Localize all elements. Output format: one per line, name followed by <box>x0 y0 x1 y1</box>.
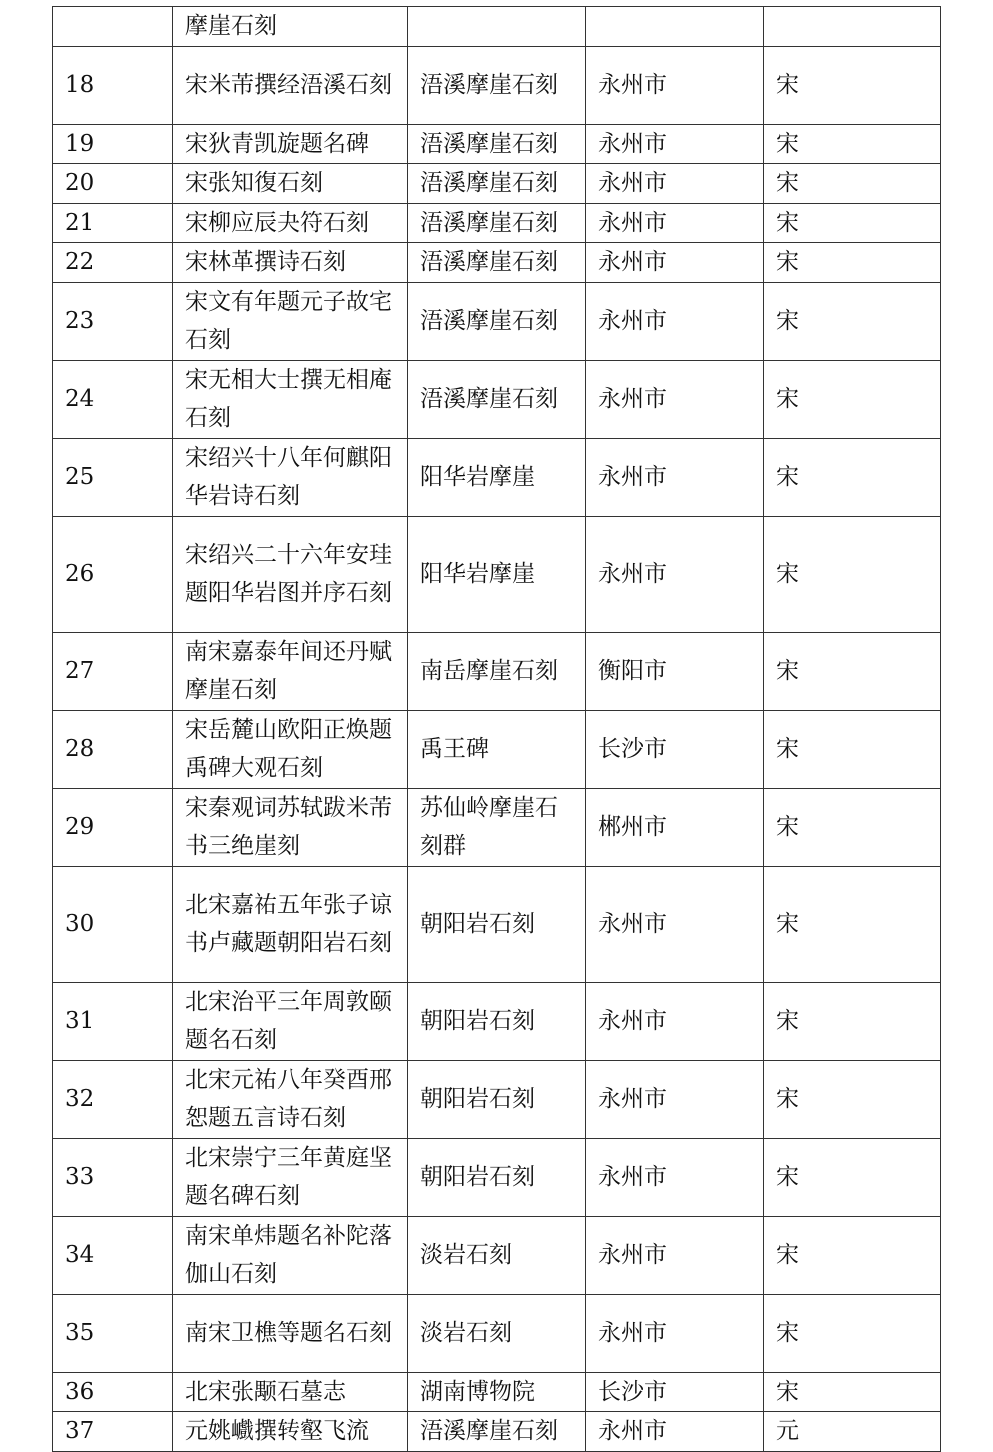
site-name-cell: 朝阳岩石刻 <box>408 1138 586 1216</box>
row-number-cell: 21 <box>53 203 173 243</box>
era-cell: 宋 <box>764 788 941 866</box>
table-row <box>53 516 941 632</box>
row-number-cell: 37 <box>53 1412 173 1452</box>
inscription-title-cell: 北宋治平三年周敦颐题名石刻 <box>173 982 408 1060</box>
era-cell: 宋 <box>764 203 941 243</box>
site-name-cell: 朝阳岩石刻 <box>408 982 586 1060</box>
city-cell <box>586 7 764 47</box>
row-number-cell: 35 <box>53 1294 173 1372</box>
site-name-cell: 阳华岩摩崖 <box>408 516 586 632</box>
site-name-cell: 浯溪摩崖石刻 <box>408 203 586 243</box>
city-cell: 永州市 <box>586 203 764 243</box>
city-cell: 永州市 <box>586 1412 764 1452</box>
inscription-title-cell: 摩崖石刻 <box>173 7 408 47</box>
row-number-cell: 34 <box>53 1216 173 1294</box>
table-row <box>53 1138 941 1216</box>
city-cell: 永州市 <box>586 282 764 360</box>
table-row <box>53 7 941 47</box>
inscription-title-cell: 宋绍兴十八年何麒阳华岩诗石刻 <box>173 438 408 516</box>
city-cell: 长沙市 <box>586 1372 764 1412</box>
city-cell: 永州市 <box>586 243 764 283</box>
row-number-cell: 27 <box>53 632 173 710</box>
table-row <box>53 632 941 710</box>
row-number-cell: 22 <box>53 243 173 283</box>
row-number-cell: 29 <box>53 788 173 866</box>
site-name-cell <box>408 7 586 47</box>
era-cell: 元 <box>764 1412 941 1452</box>
site-name-cell: 湖南博物院 <box>408 1372 586 1412</box>
city-cell: 永州市 <box>586 1138 764 1216</box>
inscription-title-cell: 南宋卫樵等题名石刻 <box>173 1294 408 1372</box>
table-row <box>53 438 941 516</box>
era-cell: 宋 <box>764 1060 941 1138</box>
city-cell: 长沙市 <box>586 710 764 788</box>
table-row <box>53 1294 941 1372</box>
era-cell: 宋 <box>764 632 941 710</box>
table-body <box>53 7 941 1452</box>
row-number-cell: 28 <box>53 710 173 788</box>
site-name-cell: 淡岩石刻 <box>408 1216 586 1294</box>
era-cell: 宋 <box>764 124 941 164</box>
era-cell <box>764 7 941 47</box>
era-cell: 宋 <box>764 866 941 982</box>
table-row <box>53 360 941 438</box>
table-row <box>53 124 941 164</box>
heritage-table-page <box>52 6 940 1452</box>
city-cell: 永州市 <box>586 1060 764 1138</box>
city-cell: 永州市 <box>586 164 764 204</box>
city-cell: 永州市 <box>586 982 764 1060</box>
table-row <box>53 1372 941 1412</box>
inscription-title-cell: 南宋嘉泰年间还丹赋摩崖石刻 <box>173 632 408 710</box>
inscription-title-cell: 元姚巇撰转壑飞流 <box>173 1412 408 1452</box>
city-cell: 永州市 <box>586 360 764 438</box>
table-row <box>53 46 941 124</box>
site-name-cell: 淡岩石刻 <box>408 1294 586 1372</box>
city-cell: 永州市 <box>586 124 764 164</box>
table-row <box>53 1060 941 1138</box>
era-cell: 宋 <box>764 516 941 632</box>
row-number-cell: 25 <box>53 438 173 516</box>
site-name-cell: 南岳摩崖石刻 <box>408 632 586 710</box>
table-row <box>53 203 941 243</box>
city-cell: 永州市 <box>586 866 764 982</box>
era-cell: 宋 <box>764 1138 941 1216</box>
site-name-cell: 浯溪摩崖石刻 <box>408 164 586 204</box>
city-cell: 永州市 <box>586 1294 764 1372</box>
city-cell: 衡阳市 <box>586 632 764 710</box>
row-number-cell: 20 <box>53 164 173 204</box>
era-cell: 宋 <box>764 243 941 283</box>
site-name-cell: 浯溪摩崖石刻 <box>408 360 586 438</box>
inscription-title-cell: 宋无相大士撰无相庵石刻 <box>173 360 408 438</box>
row-number-cell: 33 <box>53 1138 173 1216</box>
row-number-cell: 31 <box>53 982 173 1060</box>
table-row <box>53 866 941 982</box>
table-row <box>53 710 941 788</box>
row-number-cell <box>53 7 173 47</box>
inscription-title-cell: 宋岳麓山欧阳正焕题禹碑大观石刻 <box>173 710 408 788</box>
era-cell: 宋 <box>764 1372 941 1412</box>
row-number-cell: 19 <box>53 124 173 164</box>
era-cell: 宋 <box>764 982 941 1060</box>
era-cell: 宋 <box>764 710 941 788</box>
site-name-cell: 浯溪摩崖石刻 <box>408 124 586 164</box>
site-name-cell: 浯溪摩崖石刻 <box>408 282 586 360</box>
site-name-cell: 浯溪摩崖石刻 <box>408 243 586 283</box>
site-name-cell: 苏仙岭摩崖石刻群 <box>408 788 586 866</box>
table-row <box>53 164 941 204</box>
city-cell: 郴州市 <box>586 788 764 866</box>
inscription-title-cell: 宋狄青凯旋题名碑 <box>173 124 408 164</box>
inscription-title-cell: 南宋单炜题名补陀落伽山石刻 <box>173 1216 408 1294</box>
inscription-title-cell: 北宋张颙石墓志 <box>173 1372 408 1412</box>
row-number-cell: 30 <box>53 866 173 982</box>
site-name-cell: 浯溪摩崖石刻 <box>408 46 586 124</box>
inscription-title-cell: 北宋元祐八年癸酉邢恕题五言诗石刻 <box>173 1060 408 1138</box>
row-number-cell: 23 <box>53 282 173 360</box>
inscription-title-cell: 北宋嘉祐五年张子谅书卢藏题朝阳岩石刻 <box>173 866 408 982</box>
city-cell: 永州市 <box>586 516 764 632</box>
inscription-title-cell: 宋林革撰诗石刻 <box>173 243 408 283</box>
era-cell: 宋 <box>764 1216 941 1294</box>
table-row <box>53 243 941 283</box>
table-row <box>53 282 941 360</box>
era-cell: 宋 <box>764 282 941 360</box>
row-number-cell: 18 <box>53 46 173 124</box>
site-name-cell: 朝阳岩石刻 <box>408 866 586 982</box>
heritage-table <box>52 6 941 1452</box>
inscription-title-cell: 宋秦观词苏轼跋米芾书三绝崖刻 <box>173 788 408 866</box>
row-number-cell: 36 <box>53 1372 173 1412</box>
era-cell: 宋 <box>764 438 941 516</box>
era-cell: 宋 <box>764 1294 941 1372</box>
row-number-cell: 32 <box>53 1060 173 1138</box>
inscription-title-cell: 宋张知復石刻 <box>173 164 408 204</box>
table-row <box>53 1412 941 1452</box>
era-cell: 宋 <box>764 360 941 438</box>
inscription-title-cell: 宋米芾撰经浯溪石刻 <box>173 46 408 124</box>
row-number-cell: 24 <box>53 360 173 438</box>
inscription-title-cell: 北宋崇宁三年黄庭坚题名碑石刻 <box>173 1138 408 1216</box>
inscription-title-cell: 宋文有年题元子故宅石刻 <box>173 282 408 360</box>
site-name-cell: 阳华岩摩崖 <box>408 438 586 516</box>
site-name-cell: 朝阳岩石刻 <box>408 1060 586 1138</box>
city-cell: 永州市 <box>586 1216 764 1294</box>
city-cell: 永州市 <box>586 46 764 124</box>
table-row <box>53 1216 941 1294</box>
inscription-title-cell: 宋柳应辰夬符石刻 <box>173 203 408 243</box>
inscription-title-cell: 宋绍兴二十六年安珪题阳华岩图并序石刻 <box>173 516 408 632</box>
era-cell: 宋 <box>764 46 941 124</box>
table-row <box>53 982 941 1060</box>
table-row <box>53 788 941 866</box>
site-name-cell: 浯溪摩崖石刻 <box>408 1412 586 1452</box>
row-number-cell: 26 <box>53 516 173 632</box>
era-cell: 宋 <box>764 164 941 204</box>
city-cell: 永州市 <box>586 438 764 516</box>
site-name-cell: 禹王碑 <box>408 710 586 788</box>
